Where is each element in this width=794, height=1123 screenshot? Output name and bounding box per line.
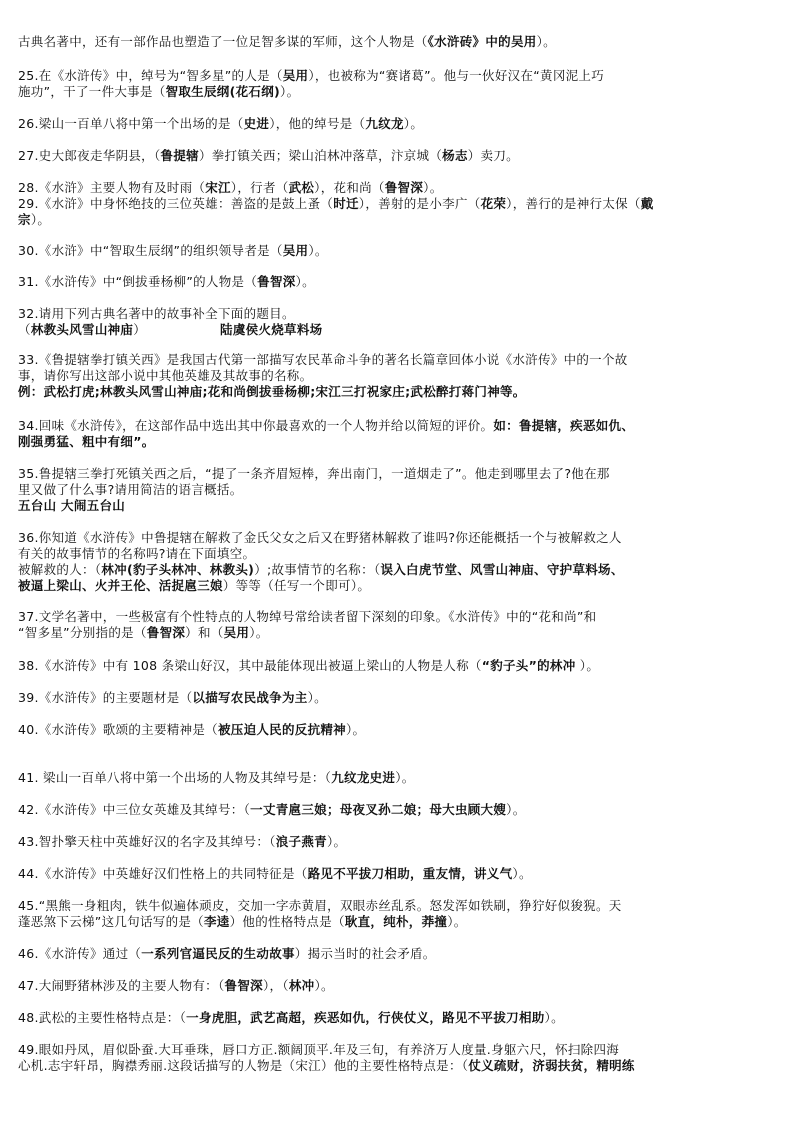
answer-text: 武松 <box>288 180 315 195</box>
text-line <box>18 148 780 164</box>
question-text: ），善射的是小李广（ <box>358 196 481 211</box>
question-text: ）。 <box>326 834 347 849</box>
text-line <box>18 116 780 132</box>
question-text: 34.回味《水浒传》，在这部作品中选出其中你最喜欢的一个人物并给以简短的评价。 <box>18 418 494 433</box>
question-text: 49.眼如丹凤，眉似卧蚕.大耳垂珠，唇口方正.额阔顶平.年及三旬，有养济万人度量.身躯六尺，怀扫除四海 <box>18 1042 620 1057</box>
question-text: 25.在《水浒传》中，绰号为“智多星”的人是（ <box>18 68 283 83</box>
question-text: 36.你知道《水浒传》中鲁提辖在解救了金氏父女之后又在野猪林解救了谁吗?你还能概括一个与被解救之人 <box>18 530 622 545</box>
question-text: ）。 <box>308 243 328 258</box>
question-text: 被解救的人：（ <box>18 562 102 577</box>
question-text: 古典名著中，还有一部作品也塑造了一位足智多谋的军师，这个人物是（ <box>18 34 428 49</box>
question-text: ）。 <box>506 802 526 817</box>
question-text: ）卖刀。 <box>467 148 519 163</box>
question-text: 38.《水浒传》中有 108 条梁山好汉，其中最能体现出被逼上梁山的人物是人称（ <box>18 658 482 673</box>
text-line <box>18 243 780 259</box>
question-item <box>18 609 780 641</box>
answer-text: 鲁智深 <box>146 625 186 640</box>
question-text: 43.智扑擎天柱中英雄好汉的名字及其绰号：（ <box>18 834 276 849</box>
text-line <box>18 1042 780 1058</box>
question-text: 45.“黑熊一身粗肉，铁牛似遍体顽皮，交加一字赤黄眉，双眼赤丝乱系。怒发浑如铁刷，狰狞好似狻猊。天 <box>18 898 622 913</box>
question-text: ）。 <box>314 978 334 993</box>
text-line <box>18 898 780 914</box>
question-item <box>18 116 780 132</box>
answer-text: 智取生辰纲(花石纲) <box>165 84 281 99</box>
answer-text: 一系列官逼民反的生动故事 <box>141 946 295 961</box>
answer-text: 杨志 <box>442 148 468 163</box>
question-text: 里又做了什么事?请用简洁的语言概括。 <box>18 482 243 497</box>
answer-text: 鲁提辖 <box>160 148 199 163</box>
question-item <box>18 530 780 594</box>
question-item <box>18 243 780 259</box>
answer-text: 五台山 大闹五台山 <box>18 498 126 513</box>
answer-text: 宋江 <box>205 180 231 195</box>
question-text: 施功”，干了一件大事是（ <box>18 84 166 99</box>
answer-text: 鲁智深 <box>384 180 424 195</box>
answer-text: 耿直，纯朴，莽撞 <box>344 914 448 929</box>
text-line <box>18 834 780 850</box>
question-text: 27.史大郎夜走华阴县，（ <box>18 148 161 163</box>
question-text: 事，请你写出这部小说中其他英雄及其故事的名称。 <box>18 368 313 383</box>
answer-text: 如：鲁提辖，疾恶如仇、 <box>493 418 635 433</box>
question-text: ）。 <box>30 212 51 227</box>
answer-text: 鲁智深 <box>257 274 296 289</box>
question-text: 37.文学名著中，一些极富有个性特点的人物绰号常给读者留下深刻的印象。《水浒传》中的“花和尚”和 <box>18 609 597 624</box>
question-text: 47.大闹野猪林涉及的主要人物有：（ <box>18 978 225 993</box>
text-line <box>18 625 780 641</box>
question-text: ）。 <box>536 34 556 49</box>
question-item <box>18 148 780 164</box>
answer-text: 仗义疏财，济弱扶贫，精明练 <box>468 1058 635 1073</box>
answer-text: 林冲 <box>288 978 315 993</box>
text-line <box>18 212 780 228</box>
answer-text: 浪子燕青 <box>275 834 327 849</box>
text-line <box>18 384 780 400</box>
question-item <box>18 690 780 706</box>
question-item <box>18 466 780 514</box>
question-item <box>18 180 780 196</box>
text-line <box>18 368 780 384</box>
question-text: 39.《水浒传》的主要题材是（ <box>18 690 193 705</box>
question-text: ）。 <box>544 1010 564 1025</box>
question-text: （ <box>18 322 31 337</box>
question-text: ）。 <box>512 866 532 881</box>
answer-text: 花荣 <box>480 196 507 211</box>
question-text: 心机.志宇轩昂，胸襟秀丽.这段话描写的人物是（宋江）他的主要性格特点是：（ <box>18 1058 469 1073</box>
answer-text: 路见不平拔刀相助，重友情，讲义气 <box>307 866 513 881</box>
question-text: ）。 <box>280 84 300 99</box>
text-line <box>18 498 780 514</box>
question-text: 40.《水浒传》歌颂的主要精神是（ <box>18 722 218 737</box>
question-text: “智多星”分别指的是（ <box>18 625 147 640</box>
answer-text: 一身虎胆，武艺高超，疾恶如仇，行侠仗义，路见不平拔刀相助 <box>186 1010 545 1025</box>
question-text: 蓬恶煞下云梯”这几句话写的是（ <box>18 914 204 929</box>
question-text: 44.《水浒传》中英雄好汉们性格上的共同特征是（ <box>18 866 308 881</box>
question-item <box>18 866 780 882</box>
text-line <box>18 562 780 578</box>
text-line <box>18 434 780 450</box>
question-text: ），他的绰号是（ <box>269 116 366 131</box>
question-text: 31.《水浒传》中“倒拔垂杨柳”的人物是（ <box>18 274 258 289</box>
answer-text: 九纹龙史进 <box>331 770 396 785</box>
question-text: 有关的故事情节的名称吗?请在下面填空。 <box>18 546 256 561</box>
question-text: ） <box>133 322 147 337</box>
question-text: ），也被称为“赛诸葛”。他与一伙好汉在“黄冈泥上巧 <box>308 68 605 83</box>
answer-text: 史进 <box>243 116 270 131</box>
question-item <box>18 946 780 962</box>
question-text: ）。 <box>307 690 327 705</box>
question-item <box>18 658 780 674</box>
answer-text: 陆虞侯火烧草料场 <box>220 322 323 337</box>
question-text: ）和（ <box>185 625 224 640</box>
question-item <box>18 352 780 400</box>
question-text: 28.《水浒》主要人物有及时雨（ <box>18 180 206 195</box>
question-text: 32.请用下列古典名著中的故事补全下面的题目。 <box>18 306 295 321</box>
question-item <box>18 274 780 290</box>
text-line <box>18 690 780 706</box>
answer-text: 误入白虎节堂、风雪山神庙、守护草料场、 <box>380 562 624 577</box>
question-item <box>18 306 780 338</box>
question-text: 41. 梁山一百单八将中第一个出场的人物及其绰号是：（ <box>18 770 332 785</box>
text-line <box>18 1058 780 1074</box>
text-line <box>18 866 780 882</box>
text-line <box>18 1010 780 1026</box>
question-text: ）。 <box>423 180 443 195</box>
text-line <box>18 68 780 84</box>
question-item <box>18 978 780 994</box>
answer-text: 被逼上梁山、火并王伦、活捉扈三娘 <box>18 578 223 593</box>
text-line <box>18 546 780 562</box>
question-text: 26.梁山一百单八将中第一个出场的是（ <box>18 116 244 131</box>
question-text: ），善行的是神行太保（ <box>506 196 641 211</box>
question-text: ），花和尚（ <box>314 180 385 195</box>
answer-text: 吴用 <box>282 68 309 83</box>
text-line <box>18 180 780 196</box>
text-line <box>18 914 780 930</box>
question-text: ）。 <box>346 722 366 737</box>
question-item <box>18 34 780 50</box>
question-item <box>18 196 780 228</box>
answer-text: 一丈青扈三娘；母夜叉孙二娘；母大虫顾大嫂 <box>250 802 507 817</box>
question-item <box>18 418 780 450</box>
text-line <box>18 482 780 498</box>
text-line <box>18 978 780 994</box>
text-line <box>18 418 780 434</box>
question-text: 46.《水浒传》通过（ <box>18 946 142 961</box>
text-line <box>18 658 780 674</box>
question-item <box>18 834 780 850</box>
question-text: ），（ <box>262 978 289 993</box>
answer-text: 九纹龙 <box>365 116 404 131</box>
answer-text: 时迁 <box>333 196 359 211</box>
question-text: ）;故事情节的名称：（ <box>254 562 381 577</box>
question-item <box>18 770 780 786</box>
answer-text: 刚强勇猛、粗中有细”。 <box>18 434 155 449</box>
text-line <box>18 722 780 738</box>
answer-text: 被压迫人民的反抗精神 <box>217 722 346 737</box>
answer-text: 李逵 <box>203 914 230 929</box>
question-item <box>18 68 780 100</box>
text-line <box>18 802 780 818</box>
question-text: ）。 <box>295 274 315 289</box>
answer-text: 戴 <box>640 196 654 211</box>
text-line <box>18 34 780 50</box>
text-line <box>18 306 780 322</box>
text-line <box>18 578 780 594</box>
answer-text: 林教头风雪山神庙 <box>30 322 134 337</box>
question-text: 42.《水浒传》中三位女英雄及其绰号：（ <box>18 802 251 817</box>
question-text: 29.《水浒》中身怀绝技的三位英雄：善盗的是鼓上蚤（ <box>18 196 334 211</box>
answer-text: 鲁智深 <box>224 978 263 993</box>
answer-text: 吴用 <box>223 625 250 640</box>
question-text: 33.《鲁提辖拳打镇关西》是我国古代第一部描写农民革命斗争的著名长篇章回体小说《水浒传》中的一个故 <box>18 352 628 367</box>
question-text: ）。 <box>447 914 467 929</box>
answer-text: 吴用 <box>282 243 309 258</box>
question-item <box>18 898 780 930</box>
question-text: ），行者（ <box>230 180 289 195</box>
question-text: 48.武松的主要性格特点是：（ <box>18 1010 187 1025</box>
text-line <box>18 322 780 338</box>
question-item <box>18 1010 780 1026</box>
question-text: 30.《水浒》中“智取生辰纲”的组织领导者是（ <box>18 243 283 258</box>
text-line <box>18 530 780 546</box>
question-item <box>18 722 780 738</box>
text-line <box>18 770 780 786</box>
question-text: ）揭示当时的社会矛盾。 <box>294 946 436 961</box>
question-text: 35.鲁提辖三拳打死镇关西之后，“提了一条齐眉短棒，奔出南门，一道烟走了”。他走到哪里去了?他在那 <box>18 466 610 481</box>
answer-text: 宗 <box>18 212 31 227</box>
question-item <box>18 1042 780 1074</box>
text-line <box>18 946 780 962</box>
answer-text: 以描写农民战争为主 <box>192 690 308 705</box>
answer-text: 例：武松打虎;林教头风雪山神庙;花和尚倒拔垂杨柳;宋江三打祝家庄;武松醉打蒋门神等。 <box>18 384 526 399</box>
answer-text: 《水浒砖》中的吴用 <box>427 34 537 49</box>
text-line <box>18 466 780 482</box>
answer-text: “豹子头”的林冲 <box>481 658 576 673</box>
text-line <box>18 352 780 368</box>
question-text: ）等等（任写一个即可）。 <box>222 578 371 593</box>
text-line <box>18 196 780 212</box>
question-text: ）他的性格特点是（ <box>229 914 345 929</box>
text-line <box>18 274 780 290</box>
question-text: ）。 <box>249 625 269 640</box>
question-text: ）。 <box>575 658 600 673</box>
text-line <box>18 84 780 100</box>
question-item <box>18 802 780 818</box>
question-text: ）拳打镇关西；梁山泊林冲落草，汴京城（ <box>198 148 443 163</box>
text-line <box>18 609 780 625</box>
question-text: ）。 <box>395 770 415 785</box>
question-text: ）。 <box>403 116 424 131</box>
answer-text: 林冲(豹子头林冲、林教头) <box>101 562 255 577</box>
